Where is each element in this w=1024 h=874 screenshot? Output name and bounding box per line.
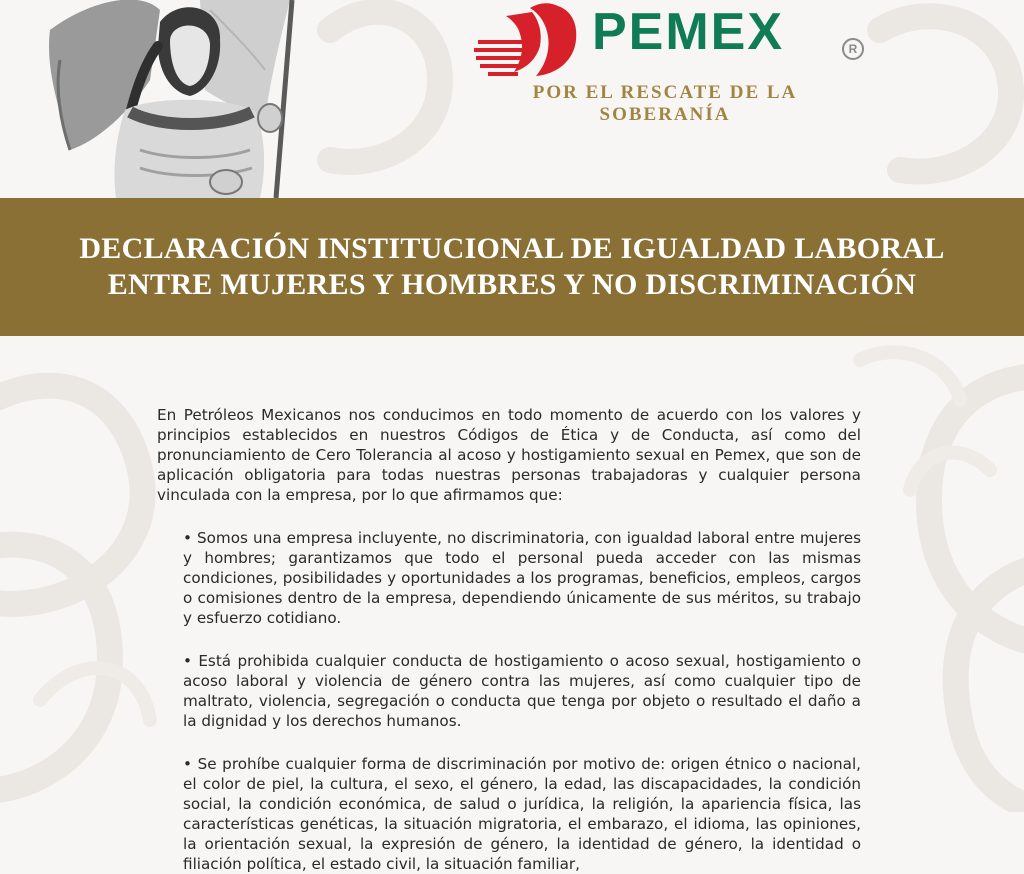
commitment-item: • Se prohíbe cualquier forma de discriminación por motivo de: origen étnico o nacional, el color de piel, la cultura, el sexo, el género, la edad, las discapacidades, la condición social, la condición económica, de salud o jurídica, la religión, la apariencia física, las características genéticas, la situación migratoria, el embarazo, el idioma, las opiniones, la orientación sexual, la expresión de género, la identidad de género, la identidad o filiación política, el estado civil, la situación familiar,: [183, 755, 861, 873]
intro-paragraph: En Petróleos Mexicanos nos conducimos en todo momento de acuerdo con los valores y principios establecidos en nuestros Códigos de Ética y de Conducta, así como del pronunciamiento de Cero Tolerancia al acoso y hostigamiento sexual en Pemex, que son de aplicación obligatoria para todas nuestras personas trabajadoras y cualquier persona vinculada con la empresa, por lo que afirmamos que:: [157, 406, 861, 504]
commitment-list: [157, 528, 861, 874]
heroine-flag-illustration: [30, 0, 310, 198]
pemex-logo: [470, 0, 870, 125]
title-line-2: ENTRE MUJERES Y HOMBRES Y NO DISCRIMINACIÓN: [107, 268, 917, 301]
registered-trademark-mark: R: [842, 38, 864, 60]
declaration-body: [157, 405, 861, 874]
pemex-eagle-icon: [470, 0, 580, 80]
title-banner: [0, 198, 1024, 336]
commitment-item: • Somos una empresa incluyente, no discriminatoria, con igualdad laboral entre mujeres y hombres; garantizamos que todo el personal pueda acceder con las mismas condiciones, posibilidades y oportunidades a los programas, beneficios, empleos, cargos o comisiones dentro de la empresa, dependiendo únicamente de sus méritos, su trabajo y esfuerzo cotidiano.: [183, 529, 861, 627]
slogan: POR EL RESCATE DE LA SOBERANÍA: [532, 82, 798, 125]
title-line-1: DECLARACIÓN INSTITUCIONAL DE IGUALDAD LABORAL: [79, 232, 945, 265]
pemex-wordmark: PEMEX: [592, 3, 785, 61]
document-header: [0, 0, 1024, 198]
commitment-item: • Está prohibida cualquier conducta de hostigamiento o acoso sexual, hostigamiento o acoso laboral y violencia de género contra las mujeres, así como cualquier tipo de maltrato, violencia, segregación o conducta que tenga por objeto o resultado el daño a la dignidad y los derechos humanos.: [183, 652, 861, 730]
